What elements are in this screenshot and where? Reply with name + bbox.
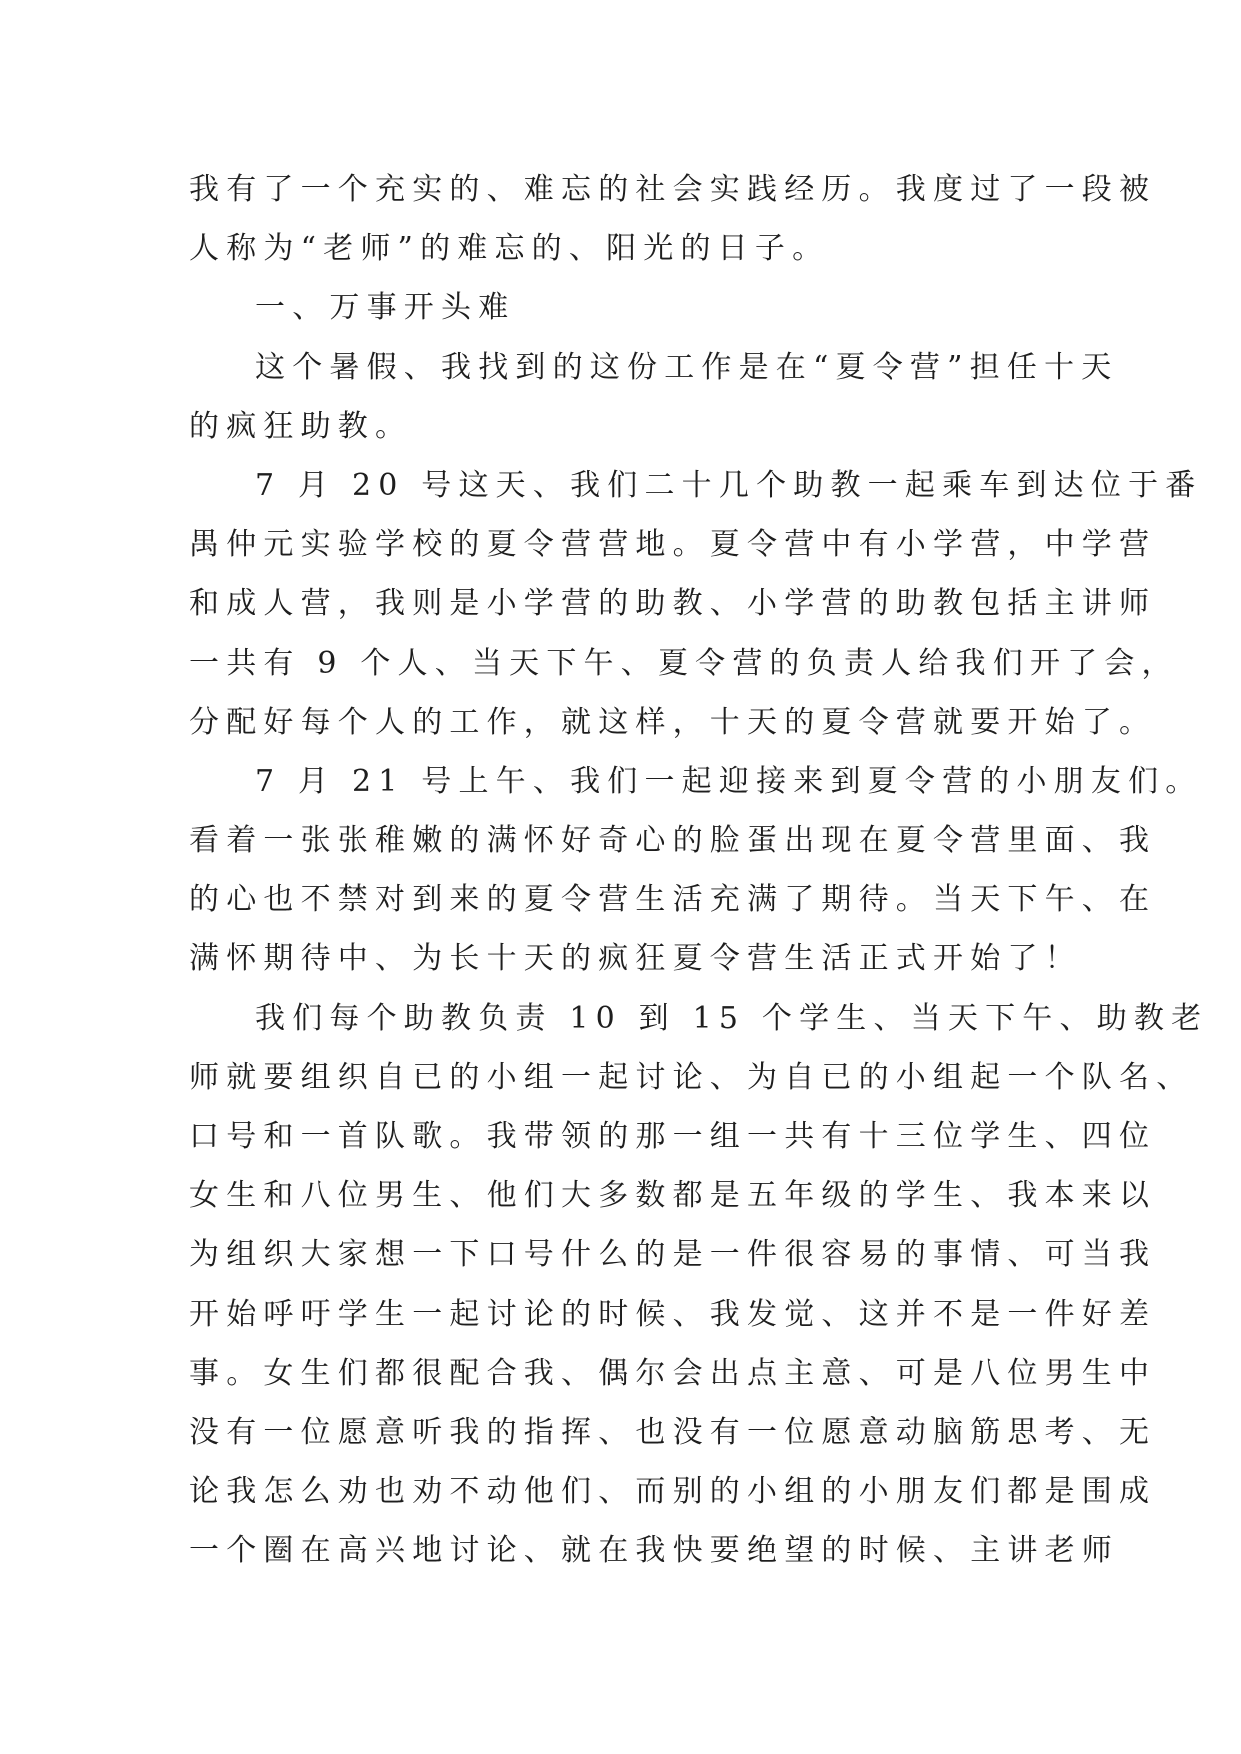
text-line: 7 月 20 号这天、我们二十几个助教一起乘车到达位于番 xyxy=(255,467,1203,503)
text-line: 禺仲元实验学校的夏令营营地。夏令营中有小学营，中学营 xyxy=(189,527,1157,563)
text-line: 女生和八位男生、他们大多数都是五年级的学生、我本来以 xyxy=(189,1178,1157,1214)
text-line: 为组织大家想一下口号什么的是一件很容易的事情、可当我 xyxy=(189,1237,1157,1273)
text-line: 口号和一首队歌。我带领的那一组一共有十三位学生、四位 xyxy=(189,1119,1157,1154)
text-line: 我们每个助教负责 10 到 15 个学生、当天下午、助教老 xyxy=(255,1000,1209,1036)
text-line: 师就要组织自已的小组一起讨论、为自已的小组起一个队名、 xyxy=(189,1059,1194,1095)
text-line: 的疯狂助教。 xyxy=(189,408,413,444)
text-line: 事。女生们都很配合我、偶尔会出点主意、可是八位男生中 xyxy=(189,1355,1157,1391)
text-line: 分配好每个人的工作，就这样，十天的夏令营就要开始了。 xyxy=(189,704,1157,740)
text-line: 一个圈在高兴地讨论、就在我快要绝望的时候、主讲老师 xyxy=(189,1533,1119,1569)
text-line: 没有一位愿意听我的指挥、也没有一位愿意动脑筋思考、无 xyxy=(189,1414,1157,1450)
text-line: 我有了一个充实的、难忘的社会实践经历。我度过了一段被 xyxy=(189,172,1157,207)
body-text xyxy=(189,160,1209,1581)
text-line: 人称为“老师”的难忘的、阳光的日子。 xyxy=(189,231,830,267)
text-line: 论我怎么劝也劝不动他们、而别的小组的小朋友们都是围成 xyxy=(189,1474,1157,1510)
text-line: 满怀期待中、为长十天的疯狂夏令营生活正式开始了！ xyxy=(189,941,1082,977)
text-line: 这个暑假、我找到的这份工作是在“夏令营”担任十天 xyxy=(255,349,1119,385)
section-heading: 一、万事开头难 xyxy=(255,290,516,326)
text-line: 看着一张张稚嫩的满怀好奇心的脸蛋出现在夏令营里面、我 xyxy=(189,823,1157,859)
text-line: 开始呼吁学生一起讨论的时候、我发觉、这并不是一件好差 xyxy=(189,1296,1157,1332)
text-line: 的心也不禁对到来的夏令营生活充满了期待。当天下午、在 xyxy=(189,882,1157,918)
text-line: 7 月 21 号上午、我们一起迎接来到夏令营的小朋友们。 xyxy=(255,763,1203,799)
text-line: 一共有 9 个人、当天下午、夏令营的负责人给我们开了会， xyxy=(189,645,1179,681)
text-line: 和成人营，我则是小学营的助教、小学营的助教包括主讲师 xyxy=(189,586,1157,622)
